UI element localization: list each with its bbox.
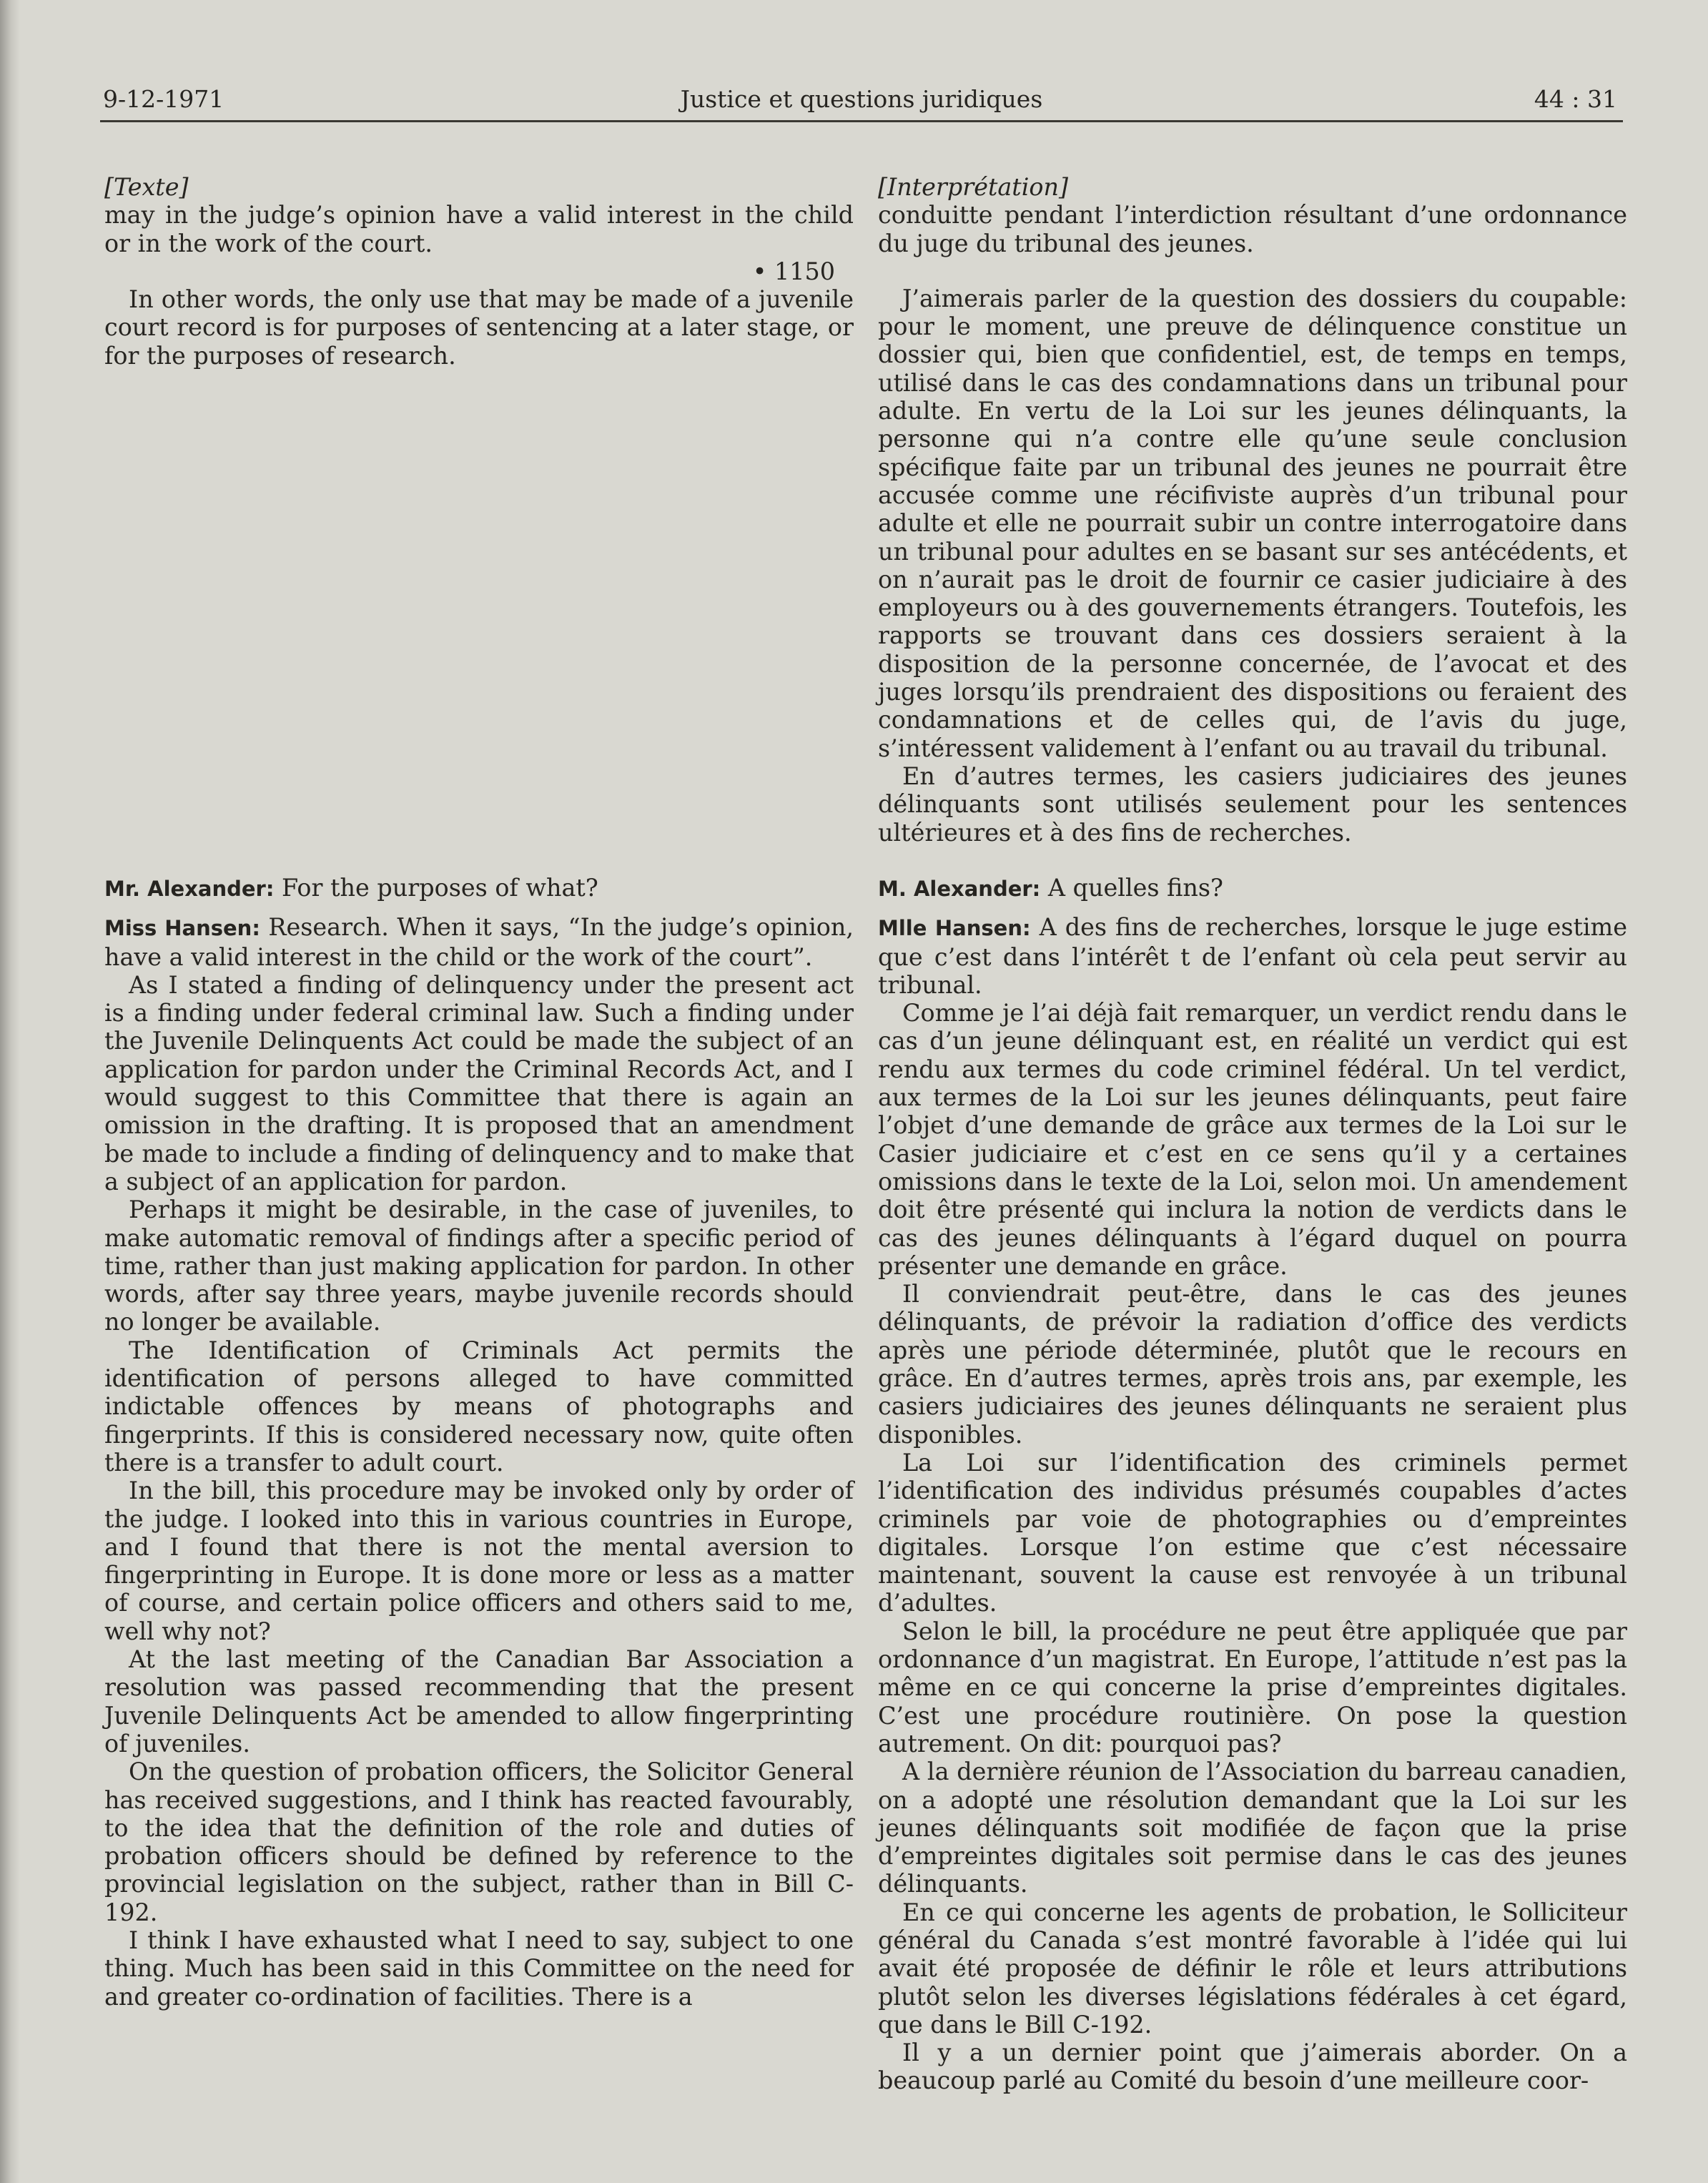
speech-text: A quelles fins? bbox=[1040, 874, 1223, 902]
paragraph: J’aimerais parler de la question des dossiers du coupable: pour le moment, une preuve de délinquence constitue un dossier qui, bien que confidentiel, est, de temps en temps, utilisé dans le cas des condamnations dans un tribunal pour adulte. En vertu de la Loi sur les jeunes délinquants, la personne qui n’a contre elle qu’une seule conclusion spécifique faite par un tribunal des jeunes ne pourrait être accusée comme une récifiviste auprès d’un tribunal pour adulte et elle ne pourrait subir un contre interrogatoire dans un tribunal pour adultes en se basant sur ses antécédents, et on n’aurait pas le droit de fournir ce casier judiciaire à des employeurs ou à des gouvernements étrangers. Toutefois, les rapports se trouvant dans ces dossiers seraient à la disposition de la personne concernée, de l’avocat et des juges lorsqu’ils prendraient des dispositions ou feraient des condamnations et de celles qui, de l’avis du juge, s’intéressent validement à l’enfant ou au travail du tribunal. bbox=[878, 284, 1627, 762]
paragraph: Comme je l’ai déjà fait remarquer, un verdict rendu dans le cas d’un jeune délinquant est, en réalité un verdict qui est rendu aux termes du code criminel fédéral. Un tel verdict, aux termes de la Loi sur les jeunes délinquants, peut faire l’objet d’une demande de grâce aux termes de la Loi sur le Casier judiciaire et c’est en ce sens qu’il y a certaines omissions dans le texte de la Loi, selon moi. Un amendement doit être présenté qui inclura la notion de verdicts dans le cas des jeunes délinquants à l’égard duquel on pourra présenter une demande en grâce. bbox=[878, 999, 1627, 1280]
section-tag-interpretation: [Interprétation] bbox=[878, 173, 1069, 201]
speech-text: Research. When it says, “In the judge’s opinion, have a valid interest in the child or the work of the court”. bbox=[104, 913, 854, 971]
speaker-name: Mr. Alexander: bbox=[104, 877, 275, 901]
speech-text: A des fins de recherches, lorsque le juge estime que c’est dans l’intérêt t de l’enfant où cela peut servir au tribunal. bbox=[878, 913, 1627, 999]
paragraph: On the question of probation officers, the Solicitor General has received suggestions, and I think has reacted favourably, to the idea that the definition of the role and duties of probation officers should be defined by reference to the provincial legislation on the subject, rather than in Bill C-192. bbox=[104, 1758, 854, 1926]
paragraph: En d’autres termes, les casiers judiciaires des jeunes délinquants sont utilisés seulement pour les sentences ultérieures et à des fins de recherches. bbox=[878, 762, 1627, 847]
paragraph: Il conviendrait peut-être, dans le cas des jeunes délinquants, de prévoir la radiation d’office des verdicts après une période déterminée, plutôt que le recours en grâce. En d’autres termes, après trois ans, par exemple, les casiers judiciaires des jeunes délinquants ne seraient plus disponibles. bbox=[878, 1280, 1627, 1449]
page-binding-shadow bbox=[0, 0, 20, 2183]
speaker-name: M. Alexander: bbox=[878, 877, 1041, 901]
paragraph: Perhaps it might be desirable, in the case of juveniles, to make automatic removal of findings after a specific period of time, rather than just making application for pardon. In other words, after say three years, maybe juvenile records should no longer be available. bbox=[104, 1196, 854, 1336]
speech-hansen bbox=[104, 913, 854, 971]
header-title: Justice et questions juridiques bbox=[680, 85, 1043, 113]
speech-alexander bbox=[104, 874, 854, 903]
paragraph: conduitte pendant l’interdiction résultant d’une ordonnance du juge du tribunal des jeunes. bbox=[878, 201, 1627, 257]
paragraph: I think I have exhausted what I need to say, subject to one thing. Much has been said in this Committee on the need for and greater co-ordination of facilities. There is a bbox=[104, 1926, 854, 2011]
paragraph: La Loi sur l’identification des criminels permet l’identification des individus présumés coupables d’actes criminels par voie de photographies ou d’empreintes digitales. Lorsque l’on estime que c’est nécessaire maintenant, souvent la cause est renvoyée à un tribunal d’adultes. bbox=[878, 1448, 1627, 1617]
right-column-dialogue bbox=[878, 874, 1627, 2095]
left-column-top bbox=[104, 173, 854, 370]
paragraph: A la dernière réunion de l’Association du barreau canadien, on a adopté une résolution demandant que la Loi sur les jeunes délinquants soit modifiée de façon que la prise d’empreintes digitales soit permise dans le cas des jeunes délinquants. bbox=[878, 1758, 1627, 1898]
header-date: 9-12-1971 bbox=[103, 85, 224, 113]
paragraph: The Identification of Criminals Act permits the identification of persons alleged to have committed indictable offences by means of photographs and fingerprints. If this is considered necessary now, quite often there is a transfer to adult court. bbox=[104, 1336, 854, 1477]
right-column-top bbox=[878, 173, 1627, 847]
paragraph: At the last meeting of the Canadian Bar Association a resolution was passed recommending that the present Juvenile Delinquents Act be amended to allow fingerprinting of juveniles. bbox=[104, 1645, 854, 1758]
speaker-name: Miss Hansen: bbox=[104, 916, 260, 941]
header-page-number: 44 : 31 bbox=[1534, 85, 1617, 113]
paragraph: may in the judge’s opinion have a valid interest in the child or in the work of the court. bbox=[104, 201, 854, 257]
paragraph: En ce qui concerne les agents de probation, le Solliciteur général du Canada s’est montré favorable à l’idée qui lui avait été proposée de définir le rôle et leurs attributions plutôt selon les diverses législations fédérales à cet égard, que dans le Bill C-192. bbox=[878, 1898, 1627, 2039]
running-header bbox=[100, 77, 1623, 122]
paragraph: As I stated a finding of delinquency under the present act is a finding under federal criminal law. Such a finding under the Juvenile Delinquents Act could be made the subject of an application for pardon under the Criminal Records Act, and I would suggest to this Committee that there is again an omission in the drafting. It is proposed that an amendment be made to include a finding of delinquency and to make that a subject of an application for pardon. bbox=[104, 970, 854, 1196]
paragraph: Il y a un dernier point que j’aimerais aborder. On a beaucoup parlé au Comité du besoin d’une meilleure coor- bbox=[878, 2039, 1627, 2095]
speaker-name: Mlle Hansen: bbox=[878, 916, 1031, 941]
left-column-dialogue bbox=[104, 874, 854, 2011]
speech-alexander bbox=[878, 874, 1627, 903]
speech-hansen bbox=[878, 913, 1627, 999]
paragraph: In other words, the only use that may be made of a juvenile court record is for purposes of sentencing at a later stage, or for the purposes of research. bbox=[104, 285, 854, 370]
speech-text: For the purposes of what? bbox=[274, 874, 598, 902]
paragraph: Selon le bill, la procédure ne peut être appliquée que par ordonnance d’un magistrat. En Europe, l’attitude n’est pas la même en ce qui concerne la prise d’empreintes digitales. C’est une procédure routinière. On pose la question autrement. On dit: pourquoi pas? bbox=[878, 1617, 1627, 1758]
section-tag-texte: [Texte] bbox=[104, 173, 189, 201]
paragraph: In the bill, this procedure may be invoked only by order of the judge. I looked into this in various countries in Europe, and I found that there is not the mental aversion to fingerprinting in Europe. It is done more or less as a matter of course, and certain police officers and others said to me, well why not? bbox=[104, 1477, 854, 1645]
time-marker: • 1150 bbox=[752, 257, 835, 285]
